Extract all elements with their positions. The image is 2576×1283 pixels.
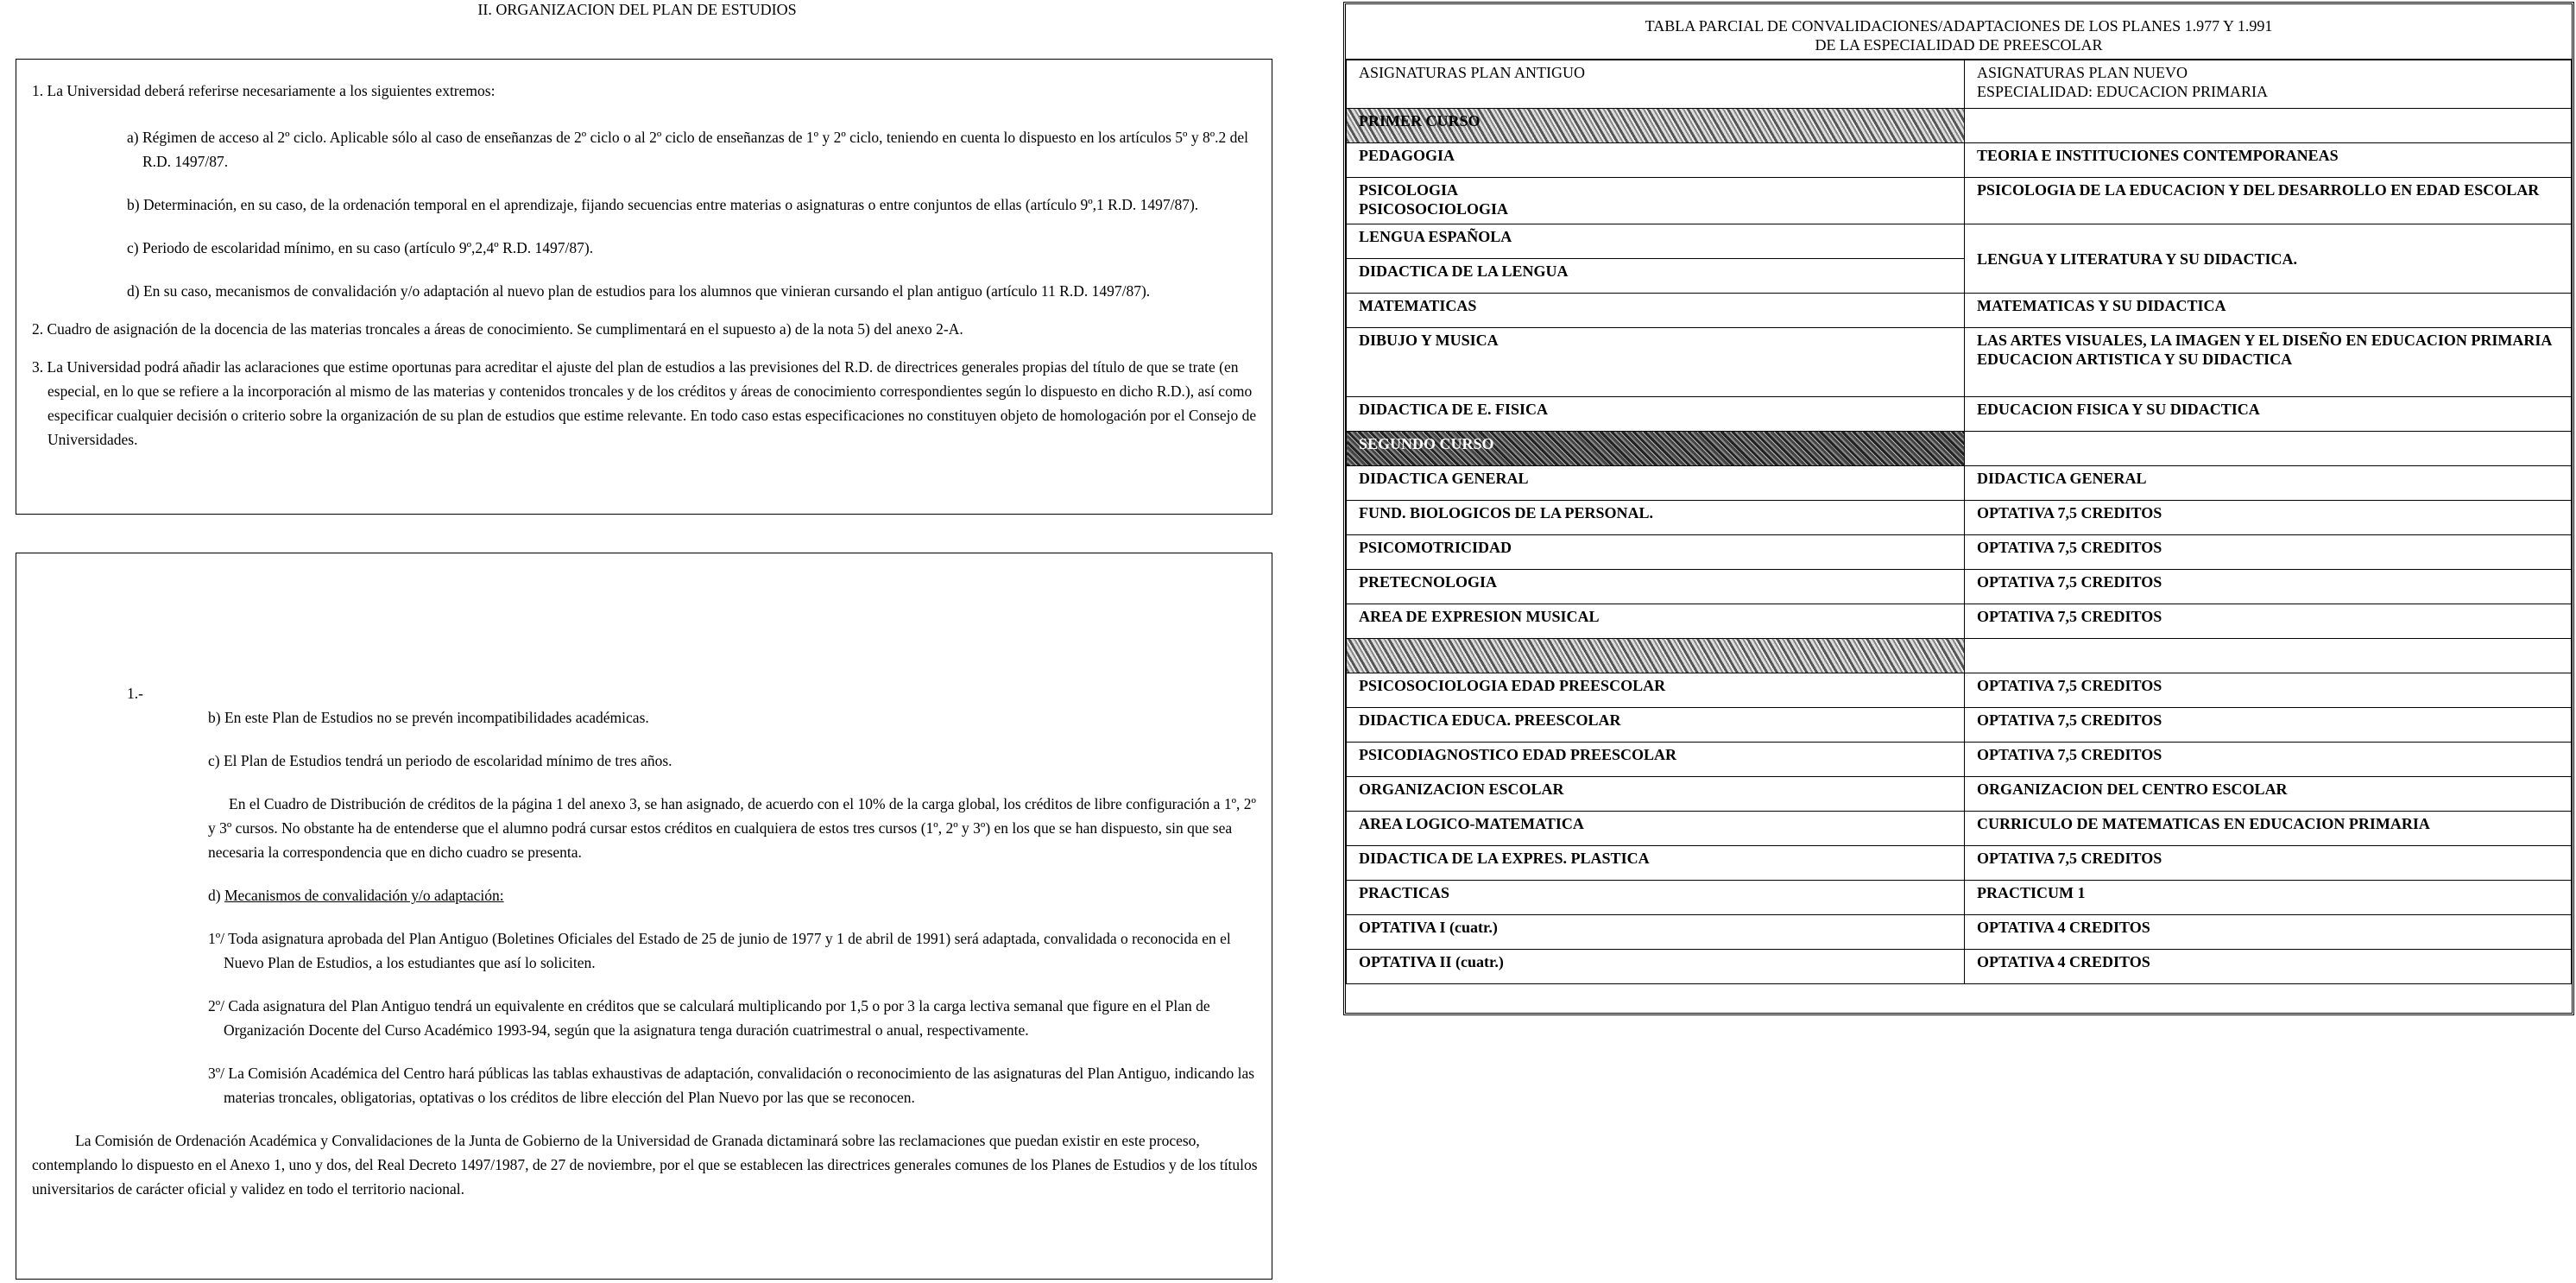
notes-box: [16, 59, 1272, 515]
new-subject: OPTATIVA 7,5 CREDITOS: [1965, 846, 2572, 881]
detail-d-prefix: d): [208, 887, 224, 904]
new-subject: EDUCACION FISICA Y SU DIDACTICA: [1965, 397, 2572, 432]
note-2: 2. Cuadro de asignación de la docencia de las materias troncales a áreas de conocimiento. Se cumplimentará en el supuesto a) de la nota 5) del anexo 2-A.: [32, 320, 963, 338]
note-b: b) Determinación, en su caso, de la ordenación temporal en el aprendizaje, fijando secuencias entre materias o asignaturas o entre conjuntos de ellas (artículo 9º,1 R.D. 1497/87).: [127, 196, 1199, 213]
new-subject: OPTATIVA 4 CREDITOS: [1965, 950, 2572, 984]
detail-rule-1: 1º/ Toda asignatura aprobada del Plan Antiguo (Boletines Oficiales del Estado de 25 de junio de 1977 y 1 de abril de 1991) será adaptada, convalidada o reconocida en el Nuevo Plan de Estudios, a los estudiantes que así lo soliciten.: [208, 930, 1231, 971]
detail-rule-3: 3º/ La Comisión Académica del Centro hará públicas las tablas exhaustivas de adaptación, convalidación o reconocimiento de las asignaturas del Plan Antiguo, indicando las materias troncales, obligatorias, optativas o los créditos de libre elección del Plan Nuevo por las que se reconocen.: [208, 1065, 1255, 1106]
table-row: [1347, 535, 2572, 570]
old-subject: FUND. BIOLOGICOS DE LA PERSONAL.: [1347, 501, 1965, 535]
new-subject: OPTATIVA 7,5 CREDITOS: [1965, 673, 2572, 708]
detail-rule-2: 2º/ Cada asignatura del Plan Antiguo tendrá un equivalente en créditos que se calculará multiplicando por 1,5 o por 3 la carga lectiva semanal que figure en el Plan de Organización Docente del Curso Académico 1993-94, según que la asignatura tenga duración cuatrimestral o anual, respectivamente.: [208, 997, 1210, 1039]
new-subject: OPTATIVA 4 CREDITOS: [1965, 915, 2572, 950]
old-subject: DIDACTICA DE LA EXPRES. PLASTICA: [1347, 846, 1965, 881]
header-new-plan-line-1: ASIGNATURAS PLAN NUEVO: [1977, 64, 2188, 81]
page-heading: II. ORGANIZACION DEL PLAN DE ESTUDIOS: [477, 1, 797, 18]
old-subject-line: PSICOLOGIA: [1359, 181, 1459, 199]
table-row: [1347, 743, 2572, 777]
table-title-line-2: DE LA ESPECIALIDAD DE PREESCOLAR: [1815, 36, 2103, 54]
table-row: [1347, 224, 2572, 259]
section-empty: [1965, 639, 2572, 673]
old-subject: PSICOSOCIOLOGIA EDAD PREESCOLAR: [1347, 673, 1965, 708]
new-subject: CURRICULO DE MATEMATICAS EN EDUCACION PRIMARIA: [1965, 812, 2572, 846]
new-subject: MATEMATICAS Y SU DIDACTICA: [1965, 294, 2572, 328]
old-subject: OPTATIVA II (cuatr.): [1347, 950, 1965, 984]
table-row: [1347, 915, 2572, 950]
note-3: 3. La Universidad podrá añadir las aclaraciones que estime oportunas para acreditar el ajuste del plan de estudios a las previsiones del R.D. de directrices generales propias del título de que se trate (en especial, en lo que se refiere a la incorporación al mismo de las materias y contenidos troncales y de los créditos y áreas de conocimiento correspondientes según lo dispuesto en dicho R.D.), así como especificar cualquier decisión o criterio sobre la organización de su plan de estudios que estime relevante. En todo caso estas especificaciones no constituyen objeto de homologación por el Consejo de Universidades.: [32, 358, 1257, 448]
new-subject: DIDACTICA GENERAL: [1965, 466, 2572, 501]
new-subject: [1965, 328, 2572, 397]
new-subject: PRACTICUM 1: [1965, 881, 2572, 915]
header-new-plan: [1965, 60, 2572, 109]
note-d: d) En su caso, mecanismos de convalidación y/o adaptación al nuevo plan de estudios para los alumnos que vinieran cursando el plan antiguo (artículo 11 R.D. 1497/87).: [127, 282, 1151, 300]
new-subject: OPTATIVA 7,5 CREDITOS: [1965, 501, 2572, 535]
old-subject: AREA DE EXPRESION MUSICAL: [1347, 604, 1965, 639]
table-title-line-1: TABLA PARCIAL DE CONVALIDACIONES/ADAPTACIONES DE LOS PLANES 1.977 Y 1.991: [1645, 17, 2273, 35]
table-row: [1347, 846, 2572, 881]
table-row: [1347, 143, 2572, 178]
detail-b: b) En este Plan de Estudios no se prevén incompatibilidades académicas.: [208, 709, 649, 726]
old-subject: DIDACTICA DE LA LENGUA: [1347, 259, 1965, 294]
table-row: [1347, 604, 2572, 639]
old-subject: ORGANIZACION ESCOLAR: [1347, 777, 1965, 812]
new-subject: OPTATIVA 7,5 CREDITOS: [1965, 743, 2572, 777]
section-primer-curso: PRIMER CURSO: [1347, 109, 1965, 143]
table-row: [1347, 466, 2572, 501]
header-new-plan-line-2: ESPECIALIDAD: EDUCACION PRIMARIA: [1977, 83, 2269, 100]
old-subject: DIDACTICA GENERAL: [1347, 466, 1965, 501]
old-subject: PEDAGOGIA: [1347, 143, 1965, 178]
old-subject: DIDACTICA EDUCA. PREESCOLAR: [1347, 708, 1965, 743]
section-row: [1347, 432, 2572, 466]
old-subject: OPTATIVA I (cuatr.): [1347, 915, 1965, 950]
old-subject: DIDACTICA DE E. FISICA: [1347, 397, 1965, 432]
new-subject-line: LAS ARTES VISUALES, LA IMAGEN Y EL DISEÑO EN EDUCACION PRIMARIA: [1977, 332, 2553, 349]
detail-number: 1.-: [127, 685, 143, 702]
detail-box: [16, 553, 1272, 1280]
table-row: [1347, 708, 2572, 743]
old-subject: DIBUJO Y MUSICA: [1347, 328, 1965, 397]
new-subject: OPTATIVA 7,5 CREDITOS: [1965, 570, 2572, 604]
new-subject-line: EDUCACION ARTISTICA Y SU DIDACTICA: [1977, 351, 2293, 368]
header-old-plan: ASIGNATURAS PLAN ANTIGUO: [1347, 60, 1965, 109]
table-header-row: [1347, 60, 2572, 109]
new-subject: PSICOLOGIA DE LA EDUCACION Y DEL DESARROLLO EN EDAD ESCOLAR: [1965, 178, 2572, 224]
note-c: c) Periodo de escolaridad mínimo, en su caso (artículo 9º,2,4º R.D. 1497/87).: [127, 239, 594, 256]
table-row: [1347, 294, 2572, 328]
table-body: [1346, 60, 2572, 984]
old-subject: AREA LOGICO-MATEMATICA: [1347, 812, 1965, 846]
table-row: [1347, 950, 2572, 984]
detail-closing: La Comisión de Ordenación Académica y Convalidaciones de la Junta de Gobierno de la Universidad de Granada dictaminará sobre las reclamaciones que puedan existir en este proceso, contemplando lo dispuesto en el Anexo 1, uno y dos, del Real Decreto 1497/1987, de 27 de noviembre, por el que se establecen las directrices generales comunes de los Planes de Estudios y de los títulos universitarios de carácter oficial y validez en todo el territorio nacional.: [32, 1132, 1258, 1198]
old-subject-line: PSICOSOCIOLOGIA: [1359, 200, 1509, 218]
convalidation-table: [1343, 2, 2574, 1015]
table-row: [1347, 328, 2572, 397]
table-row: [1347, 777, 2572, 812]
old-subject: [1347, 178, 1965, 224]
table-title: [1346, 4, 2572, 60]
section-row: [1347, 639, 2572, 673]
new-subject: LENGUA Y LITERATURA Y SU DIDACTICA.: [1965, 224, 2572, 294]
detail-d: [32, 883, 1258, 907]
section-segundo-curso: SEGUNDO CURSO: [1347, 432, 1965, 466]
detail-c: c) El Plan de Estudios tendrá un periodo de escolaridad mínimo de tres años.: [208, 752, 672, 769]
new-subject: TEORIA E INSTITUCIONES CONTEMPORANEAS: [1965, 143, 2572, 178]
old-subject: PRETECNOLOGIA: [1347, 570, 1965, 604]
old-subject: PSICODIAGNOSTICO EDAD PREESCOLAR: [1347, 743, 1965, 777]
detail-d-title: Mecanismos de convalidación y/o adaptación:: [224, 887, 504, 904]
new-subject: OPTATIVA 7,5 CREDITOS: [1965, 535, 2572, 570]
new-subject: OPTATIVA 7,5 CREDITOS: [1965, 708, 2572, 743]
table-row: [1347, 881, 2572, 915]
table-row: [1347, 570, 2572, 604]
table-row: [1347, 178, 2572, 224]
old-subject: LENGUA ESPAÑOLA: [1347, 224, 1965, 259]
new-subject: ORGANIZACION DEL CENTRO ESCOLAR: [1965, 777, 2572, 812]
old-subject: MATEMATICAS: [1347, 294, 1965, 328]
old-subject: PRACTICAS: [1347, 881, 1965, 915]
table-row: [1347, 501, 2572, 535]
note-a: a) Régimen de acceso al 2º ciclo. Aplicable sólo al caso de enseñanzas de 2º ciclo o al 2º ciclo de enseñanzas de 1º y 2º ciclo, teniendo en cuenta lo dispuesto en los artículos 5º y 8º.2 del R.D. 1497/87.: [127, 129, 1249, 170]
detail-credits: En el Cuadro de Distribución de créditos de la página 1 del anexo 3, se han asignado, de acuerdo con el 10% de la carga global, los créditos de libre configuración a 1º, 2º y 3º cursos. No obstante ha de entenderse que el alumno podrá cursar estos créditos en cualquiera de estos tres cursos (1º, 2º y 3º) en los que se han dispuesto, sin que sea necesaria la correspondencia que en dicho cuadro se presenta.: [208, 795, 1256, 861]
table-row: [1347, 397, 2572, 432]
old-subject: PSICOMOTRICIDAD: [1347, 535, 1965, 570]
section-empty: [1965, 109, 2572, 143]
table-row: [1347, 673, 2572, 708]
table-row: [1347, 812, 2572, 846]
section-row: [1347, 109, 2572, 143]
section-tercer-curso: [1347, 639, 1965, 673]
section-empty: [1965, 432, 2572, 466]
new-subject: OPTATIVA 7,5 CREDITOS: [1965, 604, 2572, 639]
note-intro: 1. La Universidad deberá referirse necesariamente a los siguientes extremos:: [32, 82, 496, 99]
